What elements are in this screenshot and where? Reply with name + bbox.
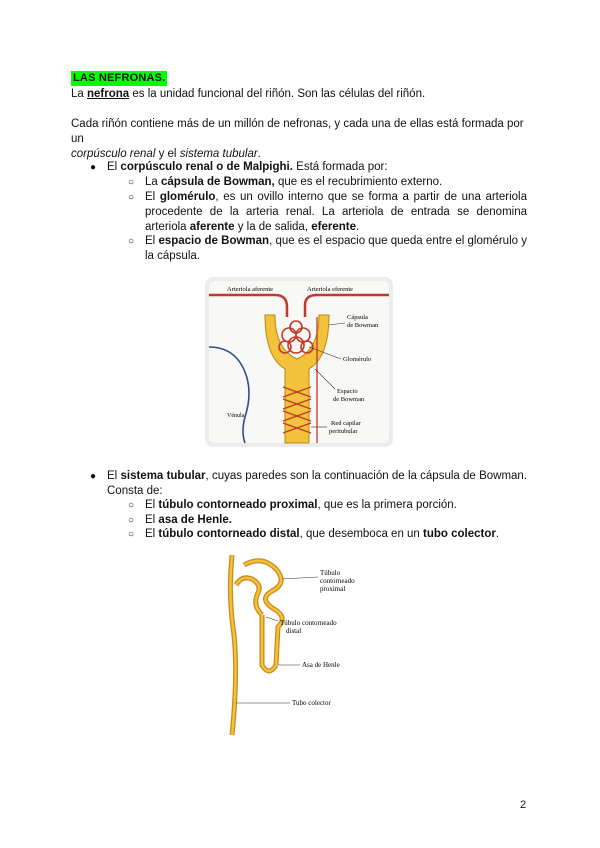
bullet-icon: ● xyxy=(90,471,97,482)
text: El xyxy=(145,514,159,526)
text: El xyxy=(145,235,159,247)
text: que es el recubrimiento externo. xyxy=(274,176,443,188)
text: y la de salida, xyxy=(234,221,312,233)
label-distal: Túbulo contorneado xyxy=(280,619,337,627)
text: , que es la primera porción. xyxy=(317,499,457,511)
label-proximal-2: contorneado xyxy=(320,577,355,585)
text: es la unidad funcional del riñón. Son las células del riñón. xyxy=(129,88,426,100)
label-espacio-2: de Bowman xyxy=(333,396,365,403)
page-number: 2 xyxy=(520,799,527,811)
term: cápsula de Bowman, xyxy=(161,176,275,188)
term: glomérulo xyxy=(159,191,216,203)
sub-capsula xyxy=(145,175,527,190)
bullet-tubular xyxy=(107,469,527,499)
circle-bullet-icon: ○ xyxy=(128,192,135,203)
term: espacio de Bowman xyxy=(158,235,270,247)
circle-bullet-icon: ○ xyxy=(128,236,135,247)
circle-bullet-icon: ○ xyxy=(128,515,135,526)
text: El xyxy=(107,161,121,173)
page-title: LAS NEFRONAS. xyxy=(73,72,166,84)
bullet-icon: ● xyxy=(90,162,97,173)
term: asa de Henle. xyxy=(158,514,232,526)
bullet-corpusculo xyxy=(107,160,527,175)
label-distal-2: distal xyxy=(286,627,302,635)
text: El xyxy=(145,528,159,540)
text: . xyxy=(355,221,360,233)
term: eferente xyxy=(311,221,356,233)
text: Cada riñón contiene más de un millón de nefronas, y cada una de ellas está formada por un xyxy=(71,118,524,145)
text: . xyxy=(495,528,500,540)
intro-paragraph-1 xyxy=(71,87,531,102)
sub-distal xyxy=(145,527,527,542)
label-proximal-3: proximal xyxy=(320,585,346,593)
text: , es un ovillo interno que se forma a partir de una arteriola procedente de la arteria renal. La arteriola de entrada se denomina arteriola xyxy=(145,191,527,233)
circle-bullet-icon: ○ xyxy=(128,500,135,511)
text: El xyxy=(145,191,160,203)
circle-bullet-icon: ○ xyxy=(128,177,135,188)
term: túbulo contorneado distal xyxy=(158,528,300,540)
term-nefrona: nefrona xyxy=(87,88,130,100)
label-henle: Asa de Henle xyxy=(302,661,340,669)
text: , cuyas paredes son la continuación de la cápsula de Bowman. Consta de: xyxy=(107,470,528,497)
label-aferente: Arteriola aferente xyxy=(227,286,274,293)
sub-henle xyxy=(145,513,527,528)
text: . xyxy=(257,148,261,160)
label-capsula-2: de Bowman xyxy=(347,322,379,329)
label-red: Red capilar xyxy=(331,420,361,427)
text: El xyxy=(107,470,121,482)
text: , que es el espacio que queda entre el glomérulo y la cápsula. xyxy=(145,235,527,262)
text: y el xyxy=(155,148,180,160)
term-corpusculo: corpúsculo renal xyxy=(71,148,156,160)
text: , que desemboca en un xyxy=(299,528,424,540)
sub-glomerulo xyxy=(145,190,527,235)
text: La xyxy=(71,88,87,100)
renal-corpuscle-figure xyxy=(205,277,393,447)
term: tubo colector xyxy=(423,528,496,540)
label-colector: Tubo colector xyxy=(292,699,331,707)
sub-espacio xyxy=(145,234,527,264)
label-glomerulo: Glomérulo xyxy=(343,356,372,363)
label-proximal: Túbulo xyxy=(320,569,341,577)
text: El xyxy=(145,499,159,511)
label-red-2: peritubular xyxy=(329,428,358,435)
term: aferente xyxy=(189,221,235,233)
text: La xyxy=(145,176,161,188)
term-sistema: sistema tubular xyxy=(179,148,258,160)
circle-bullet-icon: ○ xyxy=(128,529,135,540)
term: túbulo contorneado proximal xyxy=(158,499,318,511)
sub-proximal xyxy=(145,498,527,513)
term: corpúsculo renal o de Malpighi. xyxy=(120,161,293,173)
label-venula: Vénula xyxy=(227,413,245,419)
label-eferente: Arteriola eferente xyxy=(307,286,354,293)
tubular-system-figure xyxy=(222,555,382,740)
intro-paragraph-2 xyxy=(71,117,531,162)
text: Está formada por: xyxy=(292,161,388,173)
label-capsula: Cápsula xyxy=(347,314,368,321)
term: sistema tubular xyxy=(120,470,206,482)
label-espacio: Espacio xyxy=(337,388,358,395)
